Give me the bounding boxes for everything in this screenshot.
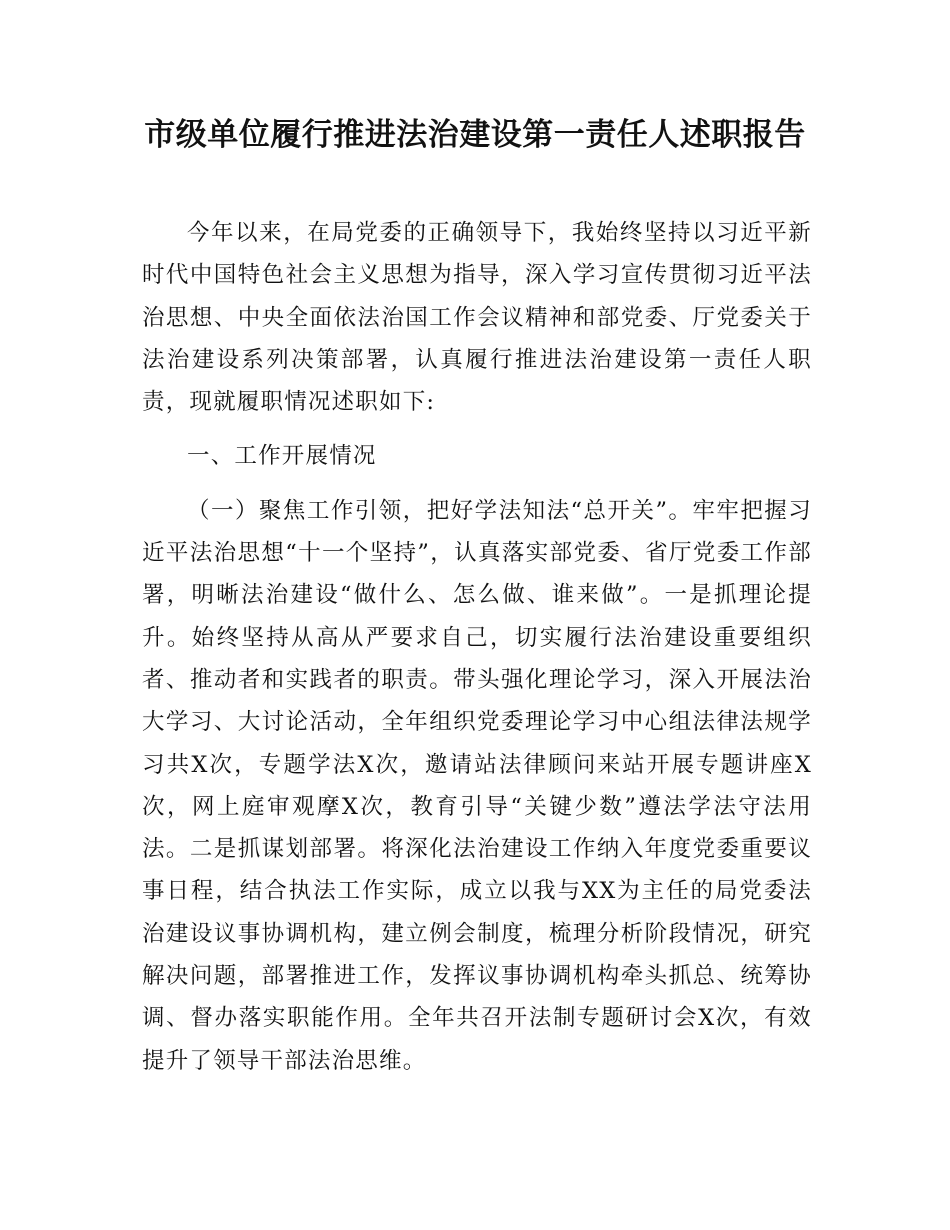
- body-paragraph: （一）聚焦工作引领，把好学法知法“总开关”。牢牢把握习近平法治思想“十一个坚持”，认真落实部党委、省厅党委工作部署，明晰法治建设“做什么、怎么做、谁来做”。一是抓理论提升。始终坚持从高从严要求自己，切实履行法治建设重要组织者、推动者和实践者的职责。带头强化理论学习，深入开展法治大学习、大讨论活动，全年组织党委理论学习中心组法律法规学习共X次，专题学法X次，邀请站法律顾问来站开展专题讲座X次，网上庭审观摩X次，教育引导“关键少数”遵法学法守法用法。二是抓谋划部署。将深化法治建设工作纳入年度党委重要议事日程，结合执法工作实际，成立以我与XX为主任的局党委法治建设议事协调机构，建立例会制度，梳理分析阶段情况，研究解决问题，部署推进工作，发挥议事协调机构牵头抓总、统筹协调、督办落实职能作用。全年共召开法制专题研讨会X次，有效提升了领导干部法治思维。: [142, 497, 812, 1074]
- document-body: [142, 212, 812, 1082]
- document-title: 市级单位履行推进法治建设第一责任人述职报告: [144, 117, 806, 153]
- section-heading: 一、工作开展情况: [187, 443, 377, 470]
- intro-paragraph: 今年以来，在局党委的正确领导下，我始终坚持以习近平新时代中国特色社会主义思想为指导，深入学习宣传贯彻习近平法治思想、中央全面依法治国工作会议精神和部党委、厅党委关于法治建设系列决策部署，认真履行推进法治建设第一责任人职责，现就履职情况述职如下:: [142, 220, 812, 416]
